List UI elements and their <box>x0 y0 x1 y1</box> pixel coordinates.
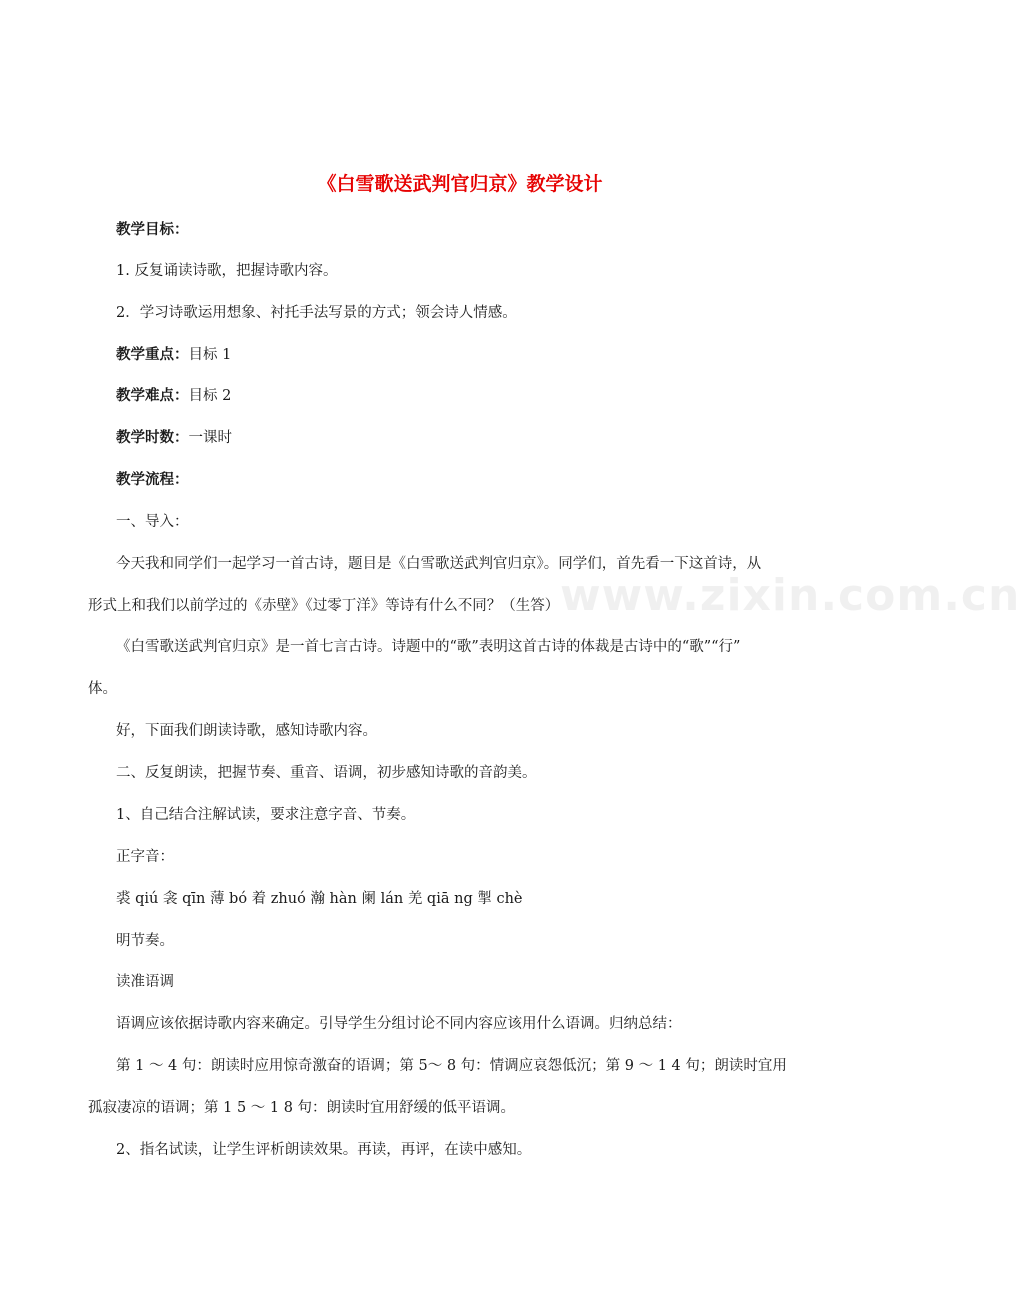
step-1: 1、自己结合注解试读，要求注意字音、节奏。 <box>116 807 416 823</box>
process-heading: 教学流程： <box>116 471 189 488</box>
genre-paragraph-line-1: 《白雪歌送武判官归京》是一首七言古诗。诗题中的“歌”表明这首古诗的体裁是古诗中的“歌”“行” <box>116 639 741 655</box>
goal-1: 1. 反复诵读诗歌，把握诗歌内容。 <box>116 263 338 279</box>
tone-paragraph: 语调应该依据诗歌内容来确定。引导学生分组讨论不同内容应该用什么语调。归纳总结： <box>116 1016 682 1032</box>
reading-intro: 好，下面我们朗读诗歌，感知诗歌内容。 <box>116 723 377 739</box>
hours-value: 一课时 <box>188 430 232 446</box>
intro-paragraph-line-1: 今天我和同学们一起学习一首古诗，题目是《白雪歌送武判官归京》。同学们，首先看一下这首诗，从 <box>116 556 762 572</box>
difficulty-label: 教学难点： <box>116 387 189 404</box>
section-1-heading: 一、导入： <box>116 514 189 530</box>
tone-summary-line-1: 第 1 ～ 4 句：朗读时应用惊奇激奋的语调；第 5～ 8 句：情调应哀怨低沉；第 9 ～ 1 4 句；朗读时宜用 <box>116 1058 787 1074</box>
key-point-value: 目标 1 <box>188 347 232 363</box>
rhythm-note: 明节奏。 <box>116 933 174 949</box>
hours-label: 教学时数： <box>116 429 189 446</box>
watermark: www.zixin.com.cn <box>560 570 1020 621</box>
difficulty-value: 目标 2 <box>188 388 232 404</box>
section-2-heading: 二、反复朗读，把握节奏、重音、语调，初步感知诗歌的音韵美。 <box>116 765 537 781</box>
goals-heading: 教学目标： <box>116 221 189 238</box>
intro-paragraph-line-2: 形式上和我们以前学过的《赤壁》《过零丁洋》等诗有什么不同？（生答） <box>88 598 560 614</box>
key-point-row <box>116 344 231 366</box>
pronunciation-list: 裘 qiú 衾 qīn 薄 bó 着 zhuó 瀚 hàn 阑 lán 羌 qiā ng 掣 chè <box>116 891 523 907</box>
pronunciation-label: 正字音： <box>116 849 174 865</box>
document-title: 《白雪歌送武判官归京》教学设计 <box>317 173 603 195</box>
difficulty-row <box>116 385 231 407</box>
key-point-label: 教学重点： <box>116 346 189 363</box>
step-2: 2、指名试读，让学生评析朗读效果。再读，再评，在读中感知。 <box>116 1142 532 1158</box>
goal-2: 2．学习诗歌运用想象、衬托手法写景的方式；领会诗人情感。 <box>116 305 517 321</box>
genre-paragraph-line-2: 体。 <box>88 681 117 697</box>
hours-row <box>116 427 232 449</box>
tone-label: 读准语调 <box>116 974 174 990</box>
tone-summary-line-2: 孤寂凄凉的语调；第 1 5 ～ 1 8 句：朗读时宜用舒缓的低平语调。 <box>88 1100 516 1116</box>
